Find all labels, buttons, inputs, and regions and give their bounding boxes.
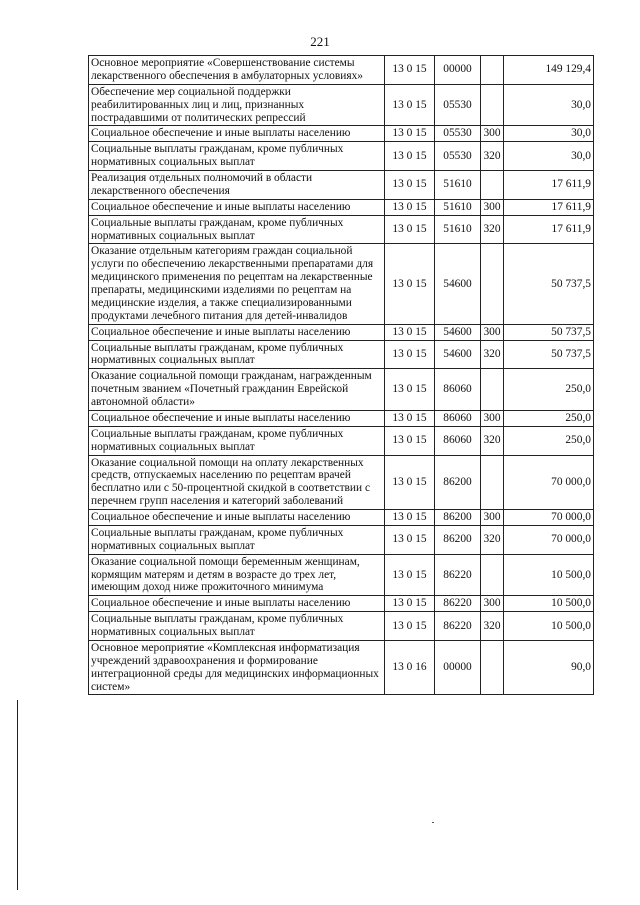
row-program-code: 86200	[435, 510, 481, 526]
table-row	[89, 525, 594, 554]
row-expense-kind: 320	[481, 525, 504, 554]
row-expense-kind: 320	[481, 612, 504, 641]
row-expense-kind: 300	[481, 510, 504, 526]
row-program-code: 54600	[435, 340, 481, 369]
table-row	[89, 142, 594, 171]
row-amount: 90,0	[504, 640, 594, 695]
row-name: Реализация отдельных полномочий в области лекарственного обеспечения	[89, 171, 385, 200]
row-code: 13 0 15	[385, 126, 435, 142]
row-name: Социальное обеспечение и иные выплаты населению	[89, 410, 385, 426]
row-name: Оказание отдельным категориям граждан социальной услуги по обеспечению лекарственными препаратами для медицинского применения по рецептам на лекарственные препараты, медицинскими изделиями по рецептам на медицинские изделия, а также специализированными продуктами лечебного питания для детей-инвалидов	[89, 244, 385, 324]
row-program-code: 51610	[435, 171, 481, 200]
row-amount: 17 611,9	[504, 215, 594, 244]
row-expense-kind: 300	[481, 199, 504, 215]
table-row	[89, 426, 594, 455]
row-program-code: 86060	[435, 426, 481, 455]
row-amount: 30,0	[504, 126, 594, 142]
row-amount: 250,0	[504, 410, 594, 426]
row-program-code: 05530	[435, 84, 481, 126]
table-row	[89, 126, 594, 142]
row-name: Основное мероприятие «Совершенствование системы лекарственного обеспечения в амбулаторных условиях»	[89, 56, 385, 85]
row-code: 13 0 15	[385, 244, 435, 324]
row-name: Социальные выплаты гражданам, кроме публичных нормативных социальных выплат	[89, 142, 385, 171]
row-name: Социальное обеспечение и иные выплаты населению	[89, 596, 385, 612]
row-program-code: 51610	[435, 199, 481, 215]
row-expense-kind: 300	[481, 126, 504, 142]
row-code: 13 0 15	[385, 171, 435, 200]
row-expense-kind	[481, 369, 504, 411]
row-name: Оказание социальной помощи гражданам, награжденным почетным званием «Почетный гражданин Еврейской автономной области»	[89, 369, 385, 411]
row-program-code: 86200	[435, 455, 481, 510]
row-program-code: 05530	[435, 126, 481, 142]
row-code: 13 0 15	[385, 215, 435, 244]
table-row	[89, 410, 594, 426]
table-row	[89, 199, 594, 215]
row-expense-kind: 300	[481, 410, 504, 426]
row-name: Оказание социальной помощи беременным женщинам, кормящим матерям и детям в возрасте до трех лет, имеющим доход ниже прожиточного минимума	[89, 554, 385, 596]
row-expense-kind: 320	[481, 426, 504, 455]
row-name: Социальное обеспечение и иные выплаты населению	[89, 324, 385, 340]
row-code: 13 0 15	[385, 554, 435, 596]
budget-table-body	[89, 56, 594, 695]
row-name: Социальное обеспечение и иные выплаты населению	[89, 126, 385, 142]
row-expense-kind	[481, 84, 504, 126]
row-program-code: 54600	[435, 324, 481, 340]
row-expense-kind: 320	[481, 142, 504, 171]
row-code: 13 0 15	[385, 525, 435, 554]
row-program-code: 86060	[435, 410, 481, 426]
row-amount: 17 611,9	[504, 199, 594, 215]
row-program-code: 86060	[435, 369, 481, 411]
row-name: Социальные выплаты гражданам, кроме публичных нормативных социальных выплат	[89, 525, 385, 554]
row-code: 13 0 15	[385, 596, 435, 612]
row-expense-kind: 300	[481, 596, 504, 612]
table-row	[89, 324, 594, 340]
row-amount: 149 129,4	[504, 56, 594, 85]
row-name: Социальные выплаты гражданам, кроме публичных нормативных социальных выплат	[89, 612, 385, 641]
row-amount: 50 737,5	[504, 324, 594, 340]
row-name: Обеспечение мер социальной поддержки реабилитированных лиц и лиц, признанных пострадавшими от политических репрессий	[89, 84, 385, 126]
row-amount: 10 500,0	[504, 554, 594, 596]
table-row	[89, 554, 594, 596]
row-amount: 50 737,5	[504, 340, 594, 369]
row-amount: 70 000,0	[504, 525, 594, 554]
row-code: 13 0 15	[385, 510, 435, 526]
row-program-code: 54600	[435, 244, 481, 324]
row-program-code: 51610	[435, 215, 481, 244]
page-number: 221	[310, 34, 330, 49]
table-row	[89, 84, 594, 126]
table-row	[89, 56, 594, 85]
scan-speck	[432, 822, 434, 823]
row-program-code: 00000	[435, 56, 481, 85]
table-row	[89, 455, 594, 510]
row-amount: 30,0	[504, 84, 594, 126]
row-program-code: 05530	[435, 142, 481, 171]
margin-mark	[17, 700, 18, 890]
row-amount: 50 737,5	[504, 244, 594, 324]
row-amount: 30,0	[504, 142, 594, 171]
table-row	[89, 369, 594, 411]
table-row	[89, 215, 594, 244]
row-code: 13 0 15	[385, 426, 435, 455]
row-amount: 70 000,0	[504, 510, 594, 526]
row-expense-kind: 320	[481, 340, 504, 369]
row-amount: 10 500,0	[504, 612, 594, 641]
table-row	[89, 340, 594, 369]
row-code: 13 0 15	[385, 340, 435, 369]
row-expense-kind	[481, 640, 504, 695]
row-expense-kind: 320	[481, 215, 504, 244]
row-name: Социальные выплаты гражданам, кроме публичных нормативных социальных выплат	[89, 340, 385, 369]
row-expense-kind	[481, 244, 504, 324]
row-code: 13 0 15	[385, 199, 435, 215]
row-code: 13 0 15	[385, 410, 435, 426]
row-program-code: 00000	[435, 640, 481, 695]
row-program-code: 86220	[435, 554, 481, 596]
row-code: 13 0 15	[385, 612, 435, 641]
row-code: 13 0 15	[385, 84, 435, 126]
row-name: Социальное обеспечение и иные выплаты населению	[89, 199, 385, 215]
table-row	[89, 640, 594, 695]
row-program-code: 86220	[435, 612, 481, 641]
row-amount: 250,0	[504, 426, 594, 455]
row-amount: 70 000,0	[504, 455, 594, 510]
row-name: Основное мероприятие «Комплексная информатизация учреждений здравоохранения и формирование интеграционной среды для медицинских информационных систем»	[89, 640, 385, 695]
table-row	[89, 244, 594, 324]
row-name: Социальное обеспечение и иные выплаты населению	[89, 510, 385, 526]
row-code: 13 0 15	[385, 324, 435, 340]
row-code: 13 0 15	[385, 455, 435, 510]
row-program-code: 86200	[435, 525, 481, 554]
row-expense-kind	[481, 554, 504, 596]
row-code: 13 0 15	[385, 56, 435, 85]
table-row	[89, 510, 594, 526]
row-expense-kind	[481, 56, 504, 85]
row-code: 13 0 15	[385, 369, 435, 411]
budget-table	[88, 55, 594, 695]
row-program-code: 86220	[435, 596, 481, 612]
row-amount: 10 500,0	[504, 596, 594, 612]
table-row	[89, 612, 594, 641]
row-name: Социальные выплаты гражданам, кроме публичных нормативных социальных выплат	[89, 215, 385, 244]
row-amount: 17 611,9	[504, 171, 594, 200]
row-code: 13 0 15	[385, 142, 435, 171]
row-expense-kind: 300	[481, 324, 504, 340]
table-row	[89, 596, 594, 612]
row-code: 13 0 16	[385, 640, 435, 695]
row-name: Оказание социальной помощи на оплату лекарственных средств, отпускаемых населению по рецептам врачей бесплатно или с 50-процентной скидкой в соответствии с перечнем групп населения и категорий заболеваний	[89, 455, 385, 510]
row-amount: 250,0	[504, 369, 594, 411]
row-expense-kind	[481, 171, 504, 200]
row-expense-kind	[481, 455, 504, 510]
row-name: Социальные выплаты гражданам, кроме публичных нормативных социальных выплат	[89, 426, 385, 455]
table-row	[89, 171, 594, 200]
